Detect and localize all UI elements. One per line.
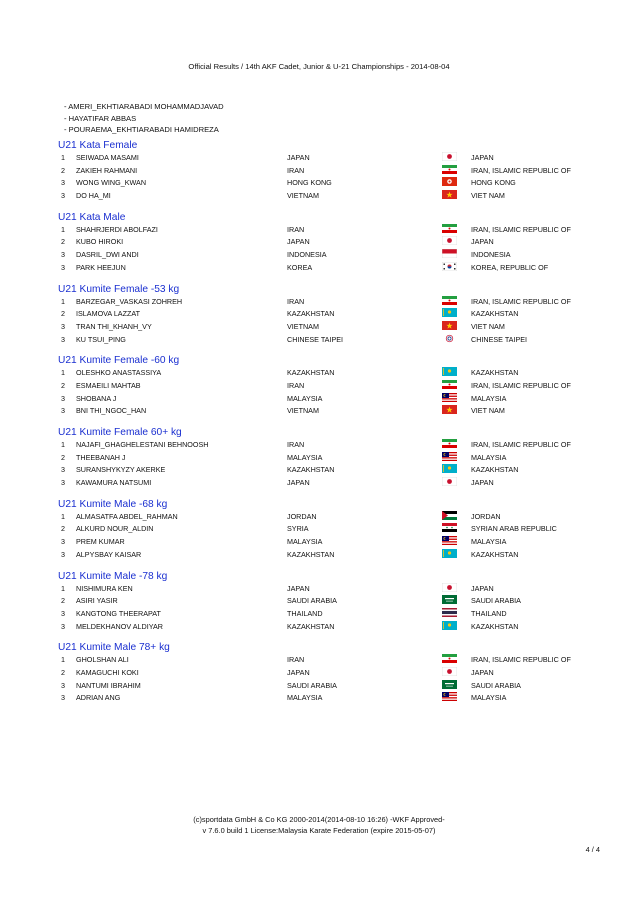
country-short: CHINESE TAIPEI bbox=[287, 334, 344, 344]
athlete-name: KAWAMURA NATSUMI bbox=[76, 478, 152, 488]
country-short: MALAYSIA bbox=[287, 537, 323, 547]
country-full: IRAN, ISLAMIC REPUBLIC OF bbox=[471, 440, 571, 449]
rank-cell: 3 bbox=[61, 680, 65, 690]
result-row bbox=[58, 511, 598, 524]
kazakhstan-flag-icon bbox=[442, 464, 457, 473]
result-row bbox=[58, 523, 598, 536]
kazakhstan-flag-icon bbox=[442, 367, 457, 376]
athlete-name: DASRIL_DWI ANDI bbox=[76, 250, 139, 260]
results-section bbox=[58, 355, 598, 418]
malaysia-flag-icon bbox=[442, 536, 457, 545]
rank-cell: 1 bbox=[61, 153, 65, 162]
country-short: SAUDI ARABIA bbox=[287, 680, 337, 690]
jordan-flag-icon bbox=[442, 511, 457, 520]
malaysia-flag-icon bbox=[442, 452, 457, 461]
rank-cell: 3 bbox=[61, 191, 65, 201]
page-number: 4 / 4 bbox=[585, 845, 600, 854]
country-full: THAILAND bbox=[471, 608, 507, 618]
country-full: KAZAKHSTAN bbox=[471, 465, 519, 475]
country-short: SAUDI ARABIA bbox=[287, 596, 337, 606]
result-row bbox=[58, 549, 598, 562]
country-short: IRAN bbox=[287, 224, 305, 234]
athlete-name: ADRIAN ANG bbox=[76, 693, 121, 703]
vietnam-flag-icon bbox=[442, 405, 457, 414]
thailand-flag-icon bbox=[442, 608, 457, 617]
country-short: THAILAND bbox=[287, 608, 323, 618]
saudi-arabia-flag-icon bbox=[442, 595, 457, 604]
japan-flag-icon bbox=[442, 236, 457, 245]
results-section bbox=[58, 284, 598, 347]
vietnam-flag-icon bbox=[442, 321, 457, 330]
athlete-name: KU TSUI_PING bbox=[76, 334, 126, 344]
country-full: KAZAKHSTAN bbox=[471, 309, 519, 319]
athlete-name: PREM KUMAR bbox=[76, 537, 125, 547]
result-row bbox=[58, 334, 598, 347]
athlete-name: ASIRI YASIR bbox=[76, 596, 118, 606]
rank-cell: 3 bbox=[61, 478, 65, 488]
country-short: KAZAKHSTAN bbox=[287, 621, 335, 631]
athlete-name: SHAHRJERDI ABOLFAZI bbox=[76, 224, 158, 234]
country-short: MALAYSIA bbox=[287, 452, 323, 462]
country-full: JAPAN bbox=[471, 153, 494, 162]
country-full: JAPAN bbox=[471, 478, 494, 488]
athlete-name: GHOLSHAN ALI bbox=[76, 655, 129, 665]
country-short: HONG KONG bbox=[287, 178, 332, 188]
results-section bbox=[58, 140, 598, 203]
athlete-name: NAJAFI_GHAGHELESTANI BEHNOOSH bbox=[76, 440, 209, 449]
kazakhstan-flag-icon bbox=[442, 308, 457, 317]
rank-cell: 1 bbox=[61, 583, 65, 593]
country-full: CHINESE TAIPEI bbox=[471, 334, 528, 344]
results-section bbox=[58, 427, 598, 490]
malaysia-flag-icon bbox=[442, 692, 457, 701]
country-full: HONG KONG bbox=[471, 178, 516, 188]
syria-flag-icon bbox=[442, 523, 457, 532]
athlete-name: KANGTONG THEERAPAT bbox=[76, 608, 161, 618]
country-short: KAZAKHSTAN bbox=[287, 549, 335, 559]
country-short: IRAN bbox=[287, 296, 305, 306]
country-full: VIET NAM bbox=[471, 406, 505, 416]
country-full: IRAN, ISLAMIC REPUBLIC OF bbox=[471, 224, 571, 234]
country-full: INDONESIA bbox=[471, 250, 511, 260]
japan-flag-icon bbox=[442, 152, 457, 161]
rank-cell: 3 bbox=[61, 693, 65, 703]
result-row bbox=[58, 692, 598, 705]
country-full: MALAYSIA bbox=[471, 537, 507, 547]
rank-cell: 3 bbox=[61, 393, 65, 403]
result-row bbox=[58, 654, 598, 667]
section-title: U21 Kumite Female -53 kg bbox=[58, 283, 180, 295]
malaysia-flag-icon bbox=[442, 393, 457, 402]
athlete-name: SURANSHYKYZY AKERKE bbox=[76, 465, 166, 475]
country-full: IRAN, ISLAMIC REPUBLIC OF bbox=[471, 296, 571, 306]
rank-cell: 3 bbox=[61, 321, 65, 331]
section-title: U21 Kumite Female 60+ kg bbox=[58, 427, 182, 438]
country-full: SAUDI ARABIA bbox=[471, 596, 521, 606]
country-short: JAPAN bbox=[287, 667, 310, 677]
hong-kong-flag-icon bbox=[442, 177, 457, 186]
iran-flag-icon bbox=[442, 439, 457, 448]
athlete-name: ALKURD NOUR_ALDIN bbox=[76, 524, 154, 534]
athlete-name: DO HA_MI bbox=[76, 191, 111, 201]
country-full: MALAYSIA bbox=[471, 452, 507, 462]
result-row bbox=[58, 477, 598, 490]
results-sections bbox=[58, 140, 598, 714]
athlete-name: NANTUMI IBRAHIM bbox=[76, 680, 141, 690]
country-short: KAZAKHSTAN bbox=[287, 309, 335, 319]
athlete-name: ALMASATFA ABDEL_RAHMAN bbox=[76, 511, 178, 521]
result-row bbox=[58, 249, 598, 262]
section-title: U21 Kumite Male 78+ kg bbox=[58, 642, 170, 654]
country-full: IRAN, ISLAMIC REPUBLIC OF bbox=[471, 655, 571, 665]
rank-cell: 3 bbox=[61, 537, 65, 547]
iran-flag-icon bbox=[442, 224, 457, 233]
team-member-line: - HAYATIFAR ABBAS bbox=[64, 113, 137, 123]
rank-cell: 3 bbox=[61, 465, 65, 475]
athlete-name: SHOBANA J bbox=[76, 393, 117, 403]
rank-cell: 2 bbox=[61, 165, 65, 175]
result-row bbox=[58, 190, 598, 203]
japan-flag-icon bbox=[442, 477, 457, 486]
athlete-name: BNI THI_NGOC_HAN bbox=[76, 406, 147, 416]
result-row bbox=[58, 680, 598, 693]
country-short: IRAN bbox=[287, 380, 305, 390]
rank-cell: 1 bbox=[61, 224, 65, 234]
rank-cell: 1 bbox=[61, 511, 65, 521]
country-short: KAZAKHSTAN bbox=[287, 368, 335, 378]
country-short: VIETNAM bbox=[287, 321, 319, 331]
team-member-line: - POURAEMA_EKHTIARABADI HAMIDREZA bbox=[64, 125, 219, 134]
result-row bbox=[58, 308, 598, 321]
country-short: KOREA bbox=[287, 262, 313, 272]
athlete-name: OLESHKO ANASTASSIYA bbox=[76, 368, 162, 378]
rank-cell: 3 bbox=[61, 608, 65, 618]
rank-cell: 2 bbox=[61, 309, 65, 319]
country-short: INDONESIA bbox=[287, 250, 327, 260]
rank-cell: 3 bbox=[61, 250, 65, 260]
country-full: JORDAN bbox=[471, 511, 501, 521]
country-full: JAPAN bbox=[471, 237, 494, 247]
country-full: VIET NAM bbox=[471, 191, 505, 201]
country-full: KAZAKHSTAN bbox=[471, 549, 519, 559]
results-section bbox=[58, 642, 598, 705]
country-full: KAZAKHSTAN bbox=[471, 368, 519, 378]
result-row bbox=[58, 536, 598, 549]
athlete-name: SEIWADA MASAMI bbox=[76, 153, 139, 162]
country-short: KAZAKHSTAN bbox=[287, 465, 335, 475]
country-full: JAPAN bbox=[471, 583, 494, 593]
result-row bbox=[58, 321, 598, 334]
country-full: MALAYSIA bbox=[471, 393, 507, 403]
country-short: JAPAN bbox=[287, 153, 310, 162]
country-short: JAPAN bbox=[287, 583, 310, 593]
country-full: SYRIAN ARAB REPUBLIC bbox=[471, 524, 557, 534]
kazakhstan-flag-icon bbox=[442, 621, 457, 630]
country-short: SYRIA bbox=[287, 524, 309, 534]
rank-cell: 1 bbox=[61, 440, 65, 449]
athlete-name: THEEBANAH J bbox=[76, 452, 126, 462]
rank-cell: 2 bbox=[61, 237, 65, 247]
result-row bbox=[58, 439, 598, 452]
result-row bbox=[58, 367, 598, 380]
country-short: JAPAN bbox=[287, 237, 310, 247]
result-row bbox=[58, 405, 598, 418]
result-row bbox=[58, 296, 598, 309]
result-row bbox=[58, 165, 598, 178]
vietnam-flag-icon bbox=[442, 190, 457, 199]
result-row bbox=[58, 380, 598, 393]
section-title: U21 Kata Female bbox=[58, 140, 138, 151]
athlete-name: KAMAGUCHI KOKI bbox=[76, 667, 139, 677]
rank-cell: 2 bbox=[61, 380, 65, 390]
korea-flag-icon bbox=[442, 262, 457, 271]
result-row bbox=[58, 152, 598, 165]
country-full: SAUDI ARABIA bbox=[471, 680, 521, 690]
result-row bbox=[58, 224, 598, 237]
result-row bbox=[58, 393, 598, 406]
country-full: KOREA, REPUBLIC OF bbox=[471, 262, 549, 272]
japan-flag-icon bbox=[442, 667, 457, 676]
section-title: U21 Kumite Male -68 kg bbox=[58, 498, 168, 510]
result-row bbox=[58, 667, 598, 680]
rank-cell: 1 bbox=[61, 655, 65, 665]
country-short: VIETNAM bbox=[287, 406, 319, 416]
rank-cell: 1 bbox=[61, 296, 65, 306]
team-member-list bbox=[64, 101, 224, 136]
section-title: U21 Kumite Male -78 kg bbox=[58, 570, 168, 582]
country-short: VIETNAM bbox=[287, 191, 319, 201]
country-full: JAPAN bbox=[471, 667, 494, 677]
country-short: IRAN bbox=[287, 165, 305, 175]
result-row bbox=[58, 595, 598, 608]
rank-cell: 3 bbox=[61, 262, 65, 272]
result-row bbox=[58, 464, 598, 477]
iran-flag-icon bbox=[442, 380, 457, 389]
team-member-line: - AMERI_EKHTIARABADI MOHAMMADJAVAD bbox=[64, 102, 224, 111]
results-section bbox=[58, 571, 598, 634]
rank-cell: 3 bbox=[61, 178, 65, 188]
chinese-taipei-flag-icon bbox=[442, 334, 457, 343]
country-short: JORDAN bbox=[287, 511, 317, 521]
footer bbox=[0, 815, 638, 836]
result-row bbox=[58, 177, 598, 190]
athlete-name: ISLAMOVA LAZZAT bbox=[76, 309, 141, 319]
result-row bbox=[58, 621, 598, 634]
country-full: KAZAKHSTAN bbox=[471, 621, 519, 631]
athlete-name: PARK HEEJUN bbox=[76, 262, 126, 272]
rank-cell: 3 bbox=[61, 549, 65, 559]
country-short: MALAYSIA bbox=[287, 693, 323, 703]
athlete-name: NISHIMURA KEN bbox=[76, 583, 133, 593]
athlete-name: ALPYSBAY KAISAR bbox=[76, 549, 142, 559]
country-short: IRAN bbox=[287, 440, 305, 449]
result-row bbox=[58, 452, 598, 465]
rank-cell: 1 bbox=[61, 368, 65, 378]
saudi-arabia-flag-icon bbox=[442, 680, 457, 689]
country-full: MALAYSIA bbox=[471, 693, 507, 703]
results-section bbox=[58, 499, 598, 562]
result-row bbox=[58, 262, 598, 275]
japan-flag-icon bbox=[442, 583, 457, 592]
result-row bbox=[58, 583, 598, 596]
result-row bbox=[58, 608, 598, 621]
athlete-name: ZAKIEH RAHMANI bbox=[76, 165, 138, 175]
athlete-name: TRAN THI_KHANH_VY bbox=[76, 321, 152, 331]
country-short: IRAN bbox=[287, 655, 305, 665]
country-full: IRAN, ISLAMIC REPUBLIC OF bbox=[471, 165, 571, 175]
rank-cell: 2 bbox=[61, 452, 65, 462]
indonesia-flag-icon bbox=[442, 249, 457, 258]
athlete-name: ESMAEILI MAHTAB bbox=[76, 380, 141, 390]
iran-flag-icon bbox=[442, 296, 457, 305]
footer-copyright: (c)sportdata GmbH & Co KG 2000-2014(2014-08-10 16:26) -WKF Approved- bbox=[193, 815, 445, 824]
section-title: U21 Kata Male bbox=[58, 211, 126, 223]
iran-flag-icon bbox=[442, 654, 457, 663]
rank-cell: 3 bbox=[61, 334, 65, 344]
rank-cell: 2 bbox=[61, 596, 65, 606]
athlete-name: MELDEKHANOV ALDIYAR bbox=[76, 621, 163, 631]
section-title: U21 Kumite Female -60 kg bbox=[58, 355, 180, 367]
rank-cell: 3 bbox=[61, 406, 65, 416]
athlete-name: WONG WING_KWAN bbox=[76, 178, 147, 188]
athlete-name: BARZEGAR_VASKASI ZOHREH bbox=[76, 296, 183, 306]
country-short: MALAYSIA bbox=[287, 393, 323, 403]
result-row bbox=[58, 236, 598, 249]
country-short: JAPAN bbox=[287, 478, 310, 488]
document-header: Official Results / 14th AKF Cadet, Junior & U-21 Championships - 2014-08-04 bbox=[188, 62, 450, 71]
kazakhstan-flag-icon bbox=[442, 549, 457, 558]
rank-cell: 3 bbox=[61, 621, 65, 631]
rank-cell: 2 bbox=[61, 524, 65, 534]
country-full: VIET NAM bbox=[471, 321, 505, 331]
rank-cell: 2 bbox=[61, 667, 65, 677]
country-full: IRAN, ISLAMIC REPUBLIC OF bbox=[471, 380, 571, 390]
iran-flag-icon bbox=[442, 165, 457, 174]
athlete-name: KUBO HIROKI bbox=[76, 237, 124, 247]
results-section bbox=[58, 212, 598, 275]
footer-license: v 7.6.0 build 1 License:Malaysia Karate Federation (expire 2015-05-07) bbox=[202, 825, 436, 835]
